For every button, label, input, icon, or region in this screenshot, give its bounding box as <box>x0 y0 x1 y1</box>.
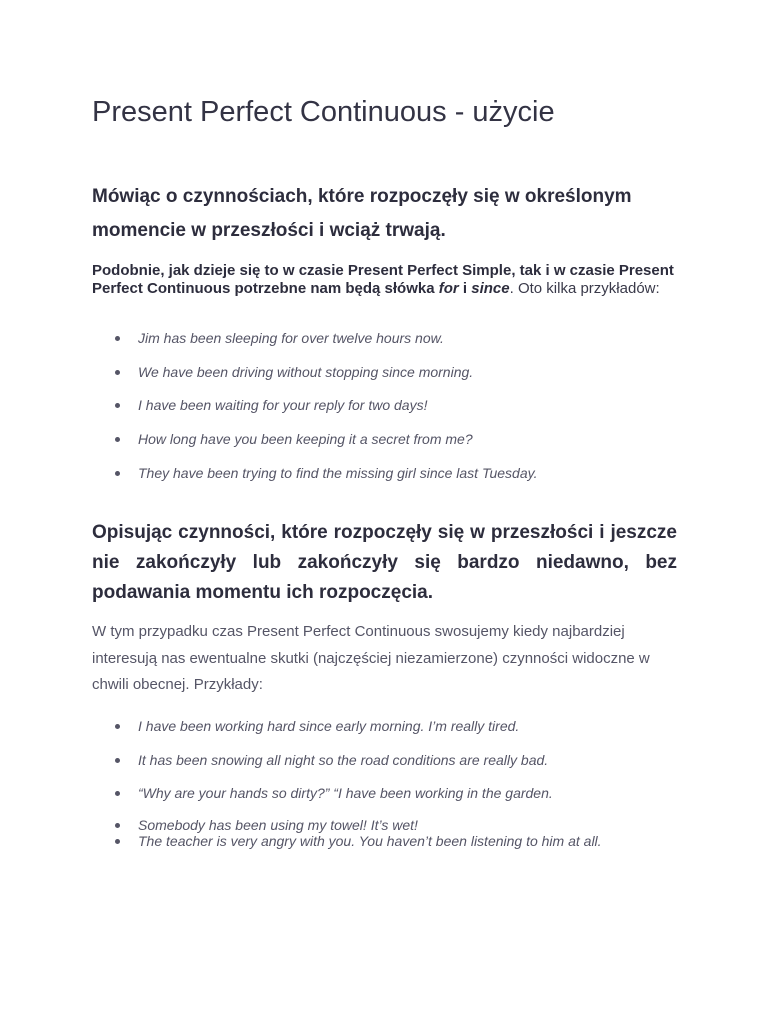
section-2-example-list <box>92 716 677 849</box>
section-2-heading: Opisując czynności, które rozpoczęły się w przeszłości i jeszcze nie zakończyły lub zakończyły się bardzo niedawno, bez podawania momentu ich rozpoczęcia. <box>92 522 677 603</box>
intro-keyword-since: since <box>471 279 510 297</box>
list-item <box>92 716 677 750</box>
bullet-icon <box>115 823 120 828</box>
section-1-heading <box>92 180 632 248</box>
example-text: It has been snowing all night so the road conditions are really bad. <box>138 751 549 768</box>
intro-and: i <box>458 279 472 297</box>
list-item <box>92 817 677 833</box>
page-title: Present Perfect Continuous - użycie <box>92 96 555 128</box>
example-text: I have been working hard since early morning. I’m really tired. <box>138 718 520 734</box>
example-text: Somebody has been using my towel! It’s wet! <box>138 817 418 834</box>
bullet-icon <box>115 336 120 341</box>
list-item <box>92 362 677 396</box>
list-item <box>92 463 677 497</box>
bullet-icon <box>115 471 120 476</box>
list-item <box>92 783 677 817</box>
section-2-paragraph: W tym przypadku czas Present Perfect Continuous swosujemy kiedy najbardziej interesują nas ewentualne skutki (najczęściej niezamierzone) czynności widoczne w chwili obecnej. Przykłady: <box>92 623 650 693</box>
intro-keyword-for: for <box>438 279 459 297</box>
example-text: How long have you been keeping it a secret from me? <box>138 431 473 448</box>
bullet-icon <box>115 724 120 729</box>
bullet-icon <box>115 403 120 408</box>
list-item <box>92 395 677 429</box>
list-item <box>92 833 677 849</box>
bullet-icon <box>115 791 120 796</box>
bullet-icon <box>115 839 120 844</box>
example-text: We have been driving without stopping since morning. <box>138 363 474 380</box>
section-1-example-list <box>92 328 677 496</box>
example-text: Jim has been sleeping for over twelve hours now. <box>138 330 444 346</box>
bullet-icon <box>115 758 120 763</box>
bullet-icon <box>115 370 120 375</box>
example-text: The teacher is very angry with you. You haven’t been listening to him at all. <box>138 833 602 850</box>
example-text: They have been trying to find the missing girl since last Tuesday. <box>138 464 538 481</box>
intro-rest: . Oto kilka przykładów: <box>509 279 660 297</box>
section-1-intro <box>92 262 677 297</box>
section-1-heading-line-1: Mówiąc o czynnościach, które rozpoczęły się w określonym <box>92 186 632 207</box>
example-text: “Why are your hands so dirty?” “I have been working in the garden. <box>138 785 553 802</box>
list-item <box>92 750 677 784</box>
example-text: I have been waiting for your reply for two days! <box>138 397 428 414</box>
list-item <box>92 429 677 463</box>
section-1-heading-line-2: momencie w przeszłości i wciąż trwają. <box>92 220 446 241</box>
bullet-icon <box>115 437 120 442</box>
list-item <box>92 328 677 362</box>
intro-bold-text: Podobnie, jak dzieje się to w czasie Present Perfect Simple, tak i w czasie Present Perfect Continuous potrzebne nam będą słówka <box>92 262 674 297</box>
